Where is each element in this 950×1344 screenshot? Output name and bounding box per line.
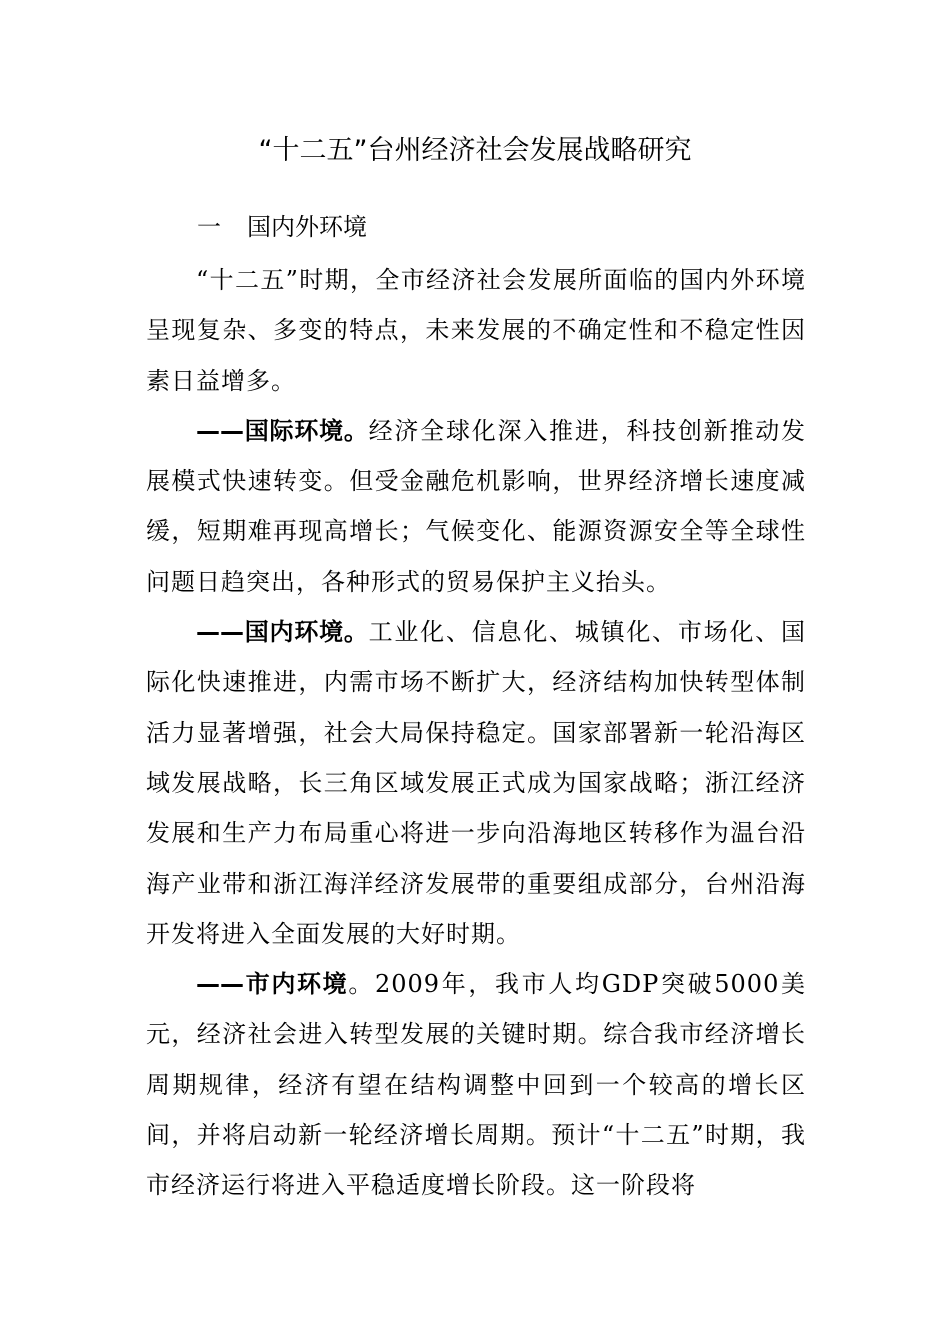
section-number: 一 — [197, 213, 221, 241]
paragraph-city — [146, 959, 806, 1210]
paragraph-text: “十二五”时期，全市经济社会发展所面临的国内外环境呈现复杂、多变的特点，未来发展的不确定性和不稳定性因素日益增多。 — [146, 266, 806, 395]
paragraph-international — [146, 406, 806, 607]
paragraph-lead: ——国内环境。 — [196, 618, 369, 647]
document-body — [146, 255, 806, 1211]
paragraph-domestic — [146, 607, 806, 959]
paragraph-intro — [146, 255, 806, 406]
paragraph-lead: ——国际环境。 — [196, 416, 369, 445]
paragraph-text: 工业化、信息化、城镇化、市场化、国际化快速推进，内需市场不断扩大，经济结构加快转型体制活力显著增强，社会大局保持稳定。国家部署新一轮沿海区域发展战略，长三角区域发展正式成为国家战略；浙江经济发展和生产力布局重心将进一步向沿海地区转移作为温台沿海产业带和浙江海洋经济发展带的重要组成部分，台州沿海开发将进入全面发展的大好时期。 — [146, 618, 807, 948]
paragraph-text: 。2009年，我市人均GDP突破5000美元，经济社会进入转型发展的关键时期。综合我市经济增长周期规律，经济有望在结构调整中回到一个较高的增长区间，并将启动新一轮经济增长周期。预计“十二五”时期，我市经济运行将进入平稳适度增长阶段。这一阶段将 — [146, 970, 807, 1200]
section-heading-text: 国内外环境 — [247, 213, 367, 241]
document-title: “十二五”台州经济社会发展战略研究 — [258, 135, 692, 166]
paragraph-lead: ——市内环境 — [196, 970, 349, 999]
paragraph-text: 经济全球化深入推进，科技创新推动发展模式快速转变。但受金融危机影响，世界经济增长速度减缓，短期难再现高增长；气候变化、能源资源安全等全球性问题日趋突出，各种形式的贸易保护主义抬头。 — [146, 416, 807, 596]
section-heading — [197, 207, 367, 247]
